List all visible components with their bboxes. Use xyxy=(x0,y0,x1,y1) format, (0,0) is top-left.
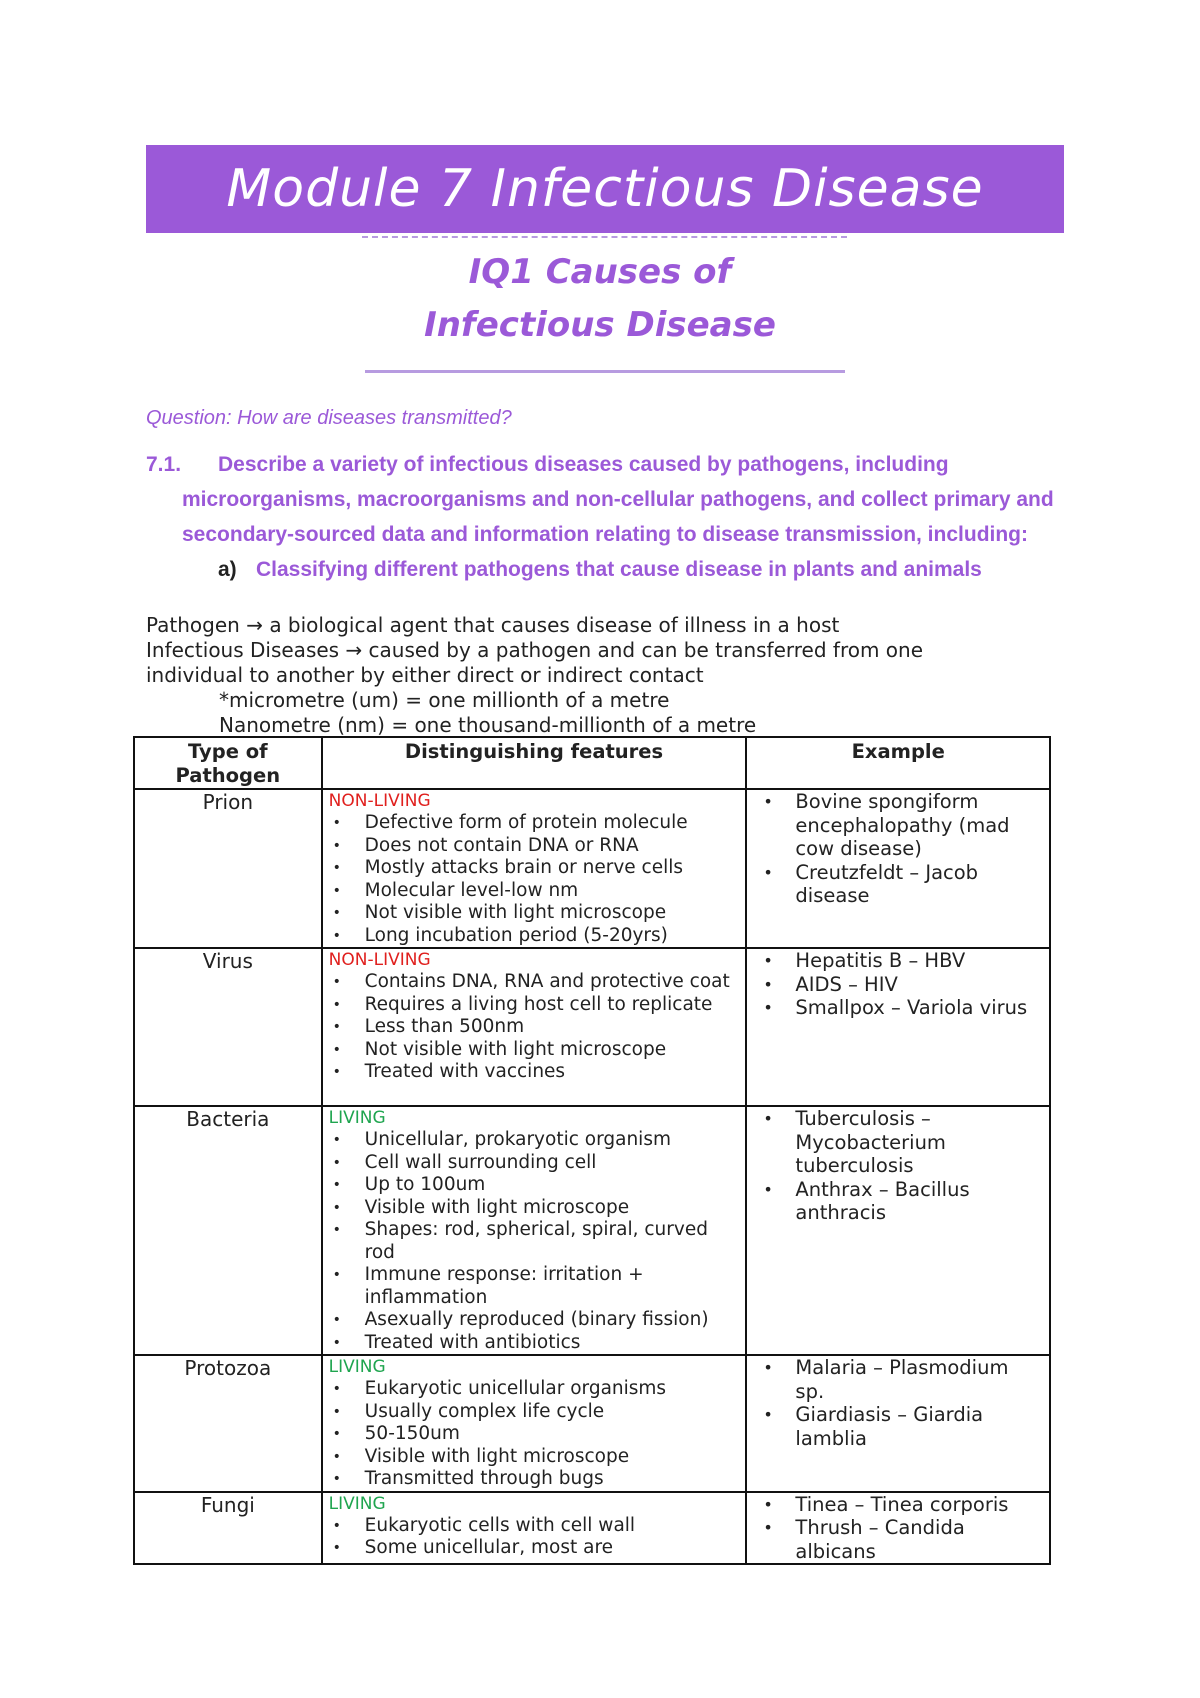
sub-point-letter: a) xyxy=(218,558,237,581)
question-text: Question: How are diseases transmitted? xyxy=(146,407,512,429)
table-row xyxy=(134,1355,1050,1492)
feature-item: • Visible with light microscope xyxy=(329,1446,740,1469)
definition-micrometre: *micrometre (um) = one millionth of a metre xyxy=(219,688,670,712)
feature-item: • Usually complex life cycle xyxy=(329,1401,740,1424)
example-item: • Tinea – Tinea corporis xyxy=(753,1493,1043,1517)
dotpoint-number: 7.1. xyxy=(146,453,182,476)
feature-item: • Immune response: irritation + inflammation xyxy=(329,1264,740,1309)
table-row xyxy=(134,1492,1050,1565)
pathogen-type: Fungi xyxy=(134,1492,322,1565)
dotpoint-line2: microorganisms, macroorganisms and non-cellular pathogens, and collect primary and xyxy=(182,488,1054,511)
feature-item: • Treated with antibiotics xyxy=(329,1332,740,1355)
feature-item: • Not visible with light microscope xyxy=(329,1039,740,1062)
examples-cell xyxy=(746,1106,1050,1355)
feature-item: • Cell wall surrounding cell xyxy=(329,1152,740,1175)
example-item: • Thrush – Candida albicans xyxy=(753,1516,1043,1563)
iq-divider xyxy=(365,370,845,373)
feature-item: • Asexually reproduced (binary fission) xyxy=(329,1309,740,1332)
status-label: NON-LIVING xyxy=(328,791,431,811)
feature-item: • Not visible with light microscope xyxy=(329,902,740,925)
example-item: • AIDS – HIV xyxy=(753,973,1043,997)
example-item: • Creutzfeldt – Jacob disease xyxy=(753,861,1043,908)
feature-item: • 50-150um xyxy=(329,1423,740,1446)
feature-item: • Up to 100um xyxy=(329,1174,740,1197)
header-features: Distinguishing features xyxy=(322,737,747,789)
pathogen-type: Protozoa xyxy=(134,1355,322,1492)
example-item: • Smallpox – Variola virus xyxy=(753,996,1043,1020)
examples-cell xyxy=(746,1355,1050,1492)
features-cell xyxy=(322,948,747,1106)
dotpoint-line3: secondary-sourced data and information relating to disease transmission, including: xyxy=(182,523,1028,546)
table-header-row xyxy=(134,737,1050,789)
table-row xyxy=(134,948,1050,1106)
features-cell xyxy=(322,1492,747,1565)
example-item: • Anthrax – Bacillus anthracis xyxy=(753,1178,1043,1225)
title-divider xyxy=(362,236,847,241)
table-row xyxy=(134,1106,1050,1355)
feature-item: • Eukaryotic unicellular organisms xyxy=(329,1378,740,1401)
feature-item: • Shapes: rod, spherical, spiral, curved rod xyxy=(329,1219,740,1264)
status-label: LIVING xyxy=(328,1108,386,1128)
examples-cell xyxy=(746,948,1050,1106)
definition-infectious-disease: Infectious Diseases → caused by a pathogen and can be transferred from one xyxy=(146,638,924,662)
examples-cell xyxy=(746,789,1050,948)
features-cell xyxy=(322,1355,747,1492)
definition-nanometre: Nanometre (nm) = one thousand-millionth of a metre xyxy=(219,713,757,737)
definition-infectious-disease-cont: individual to another by either direct or indirect contact xyxy=(146,663,704,687)
feature-item: • Does not contain DNA or RNA xyxy=(329,835,740,858)
feature-item: • Unicellular, prokaryotic organism xyxy=(329,1129,740,1152)
iq-heading-line1: IQ1 Causes of xyxy=(468,252,732,292)
example-item: • Tuberculosis – Mycobacterium tuberculosis xyxy=(753,1107,1043,1178)
feature-item: • Some unicellular, most are xyxy=(329,1537,740,1560)
status-label: NON-LIVING xyxy=(328,950,431,970)
example-item: • Bovine spongiform encephalopathy (mad cow disease) xyxy=(753,790,1043,861)
iq-heading-line2: Infectious Disease xyxy=(424,305,776,345)
feature-item: • Transmitted through bugs xyxy=(329,1468,740,1491)
pathogen-type: Prion xyxy=(134,789,322,948)
pathogen-type: Bacteria xyxy=(134,1106,322,1355)
dotpoint-line1: Describe a variety of infectious diseases caused by pathogens, including xyxy=(218,453,949,476)
status-label: LIVING xyxy=(328,1493,386,1514)
table-row xyxy=(134,789,1050,948)
header-example: Example xyxy=(746,737,1050,789)
feature-item: • Long incubation period (5-20yrs) xyxy=(329,925,740,948)
feature-item: • Less than 500nm xyxy=(329,1016,740,1039)
pathogen-type: Virus xyxy=(134,948,322,1106)
feature-item: • Mostly attacks brain or nerve cells xyxy=(329,857,740,880)
status-label: LIVING xyxy=(328,1357,386,1377)
examples-cell xyxy=(746,1492,1050,1565)
example-item: • Giardiasis – Giardia lamblia xyxy=(753,1403,1043,1450)
definition-pathogen: Pathogen → a biological agent that causes disease of illness in a host xyxy=(146,613,840,637)
feature-item: • Visible with light microscope xyxy=(329,1197,740,1220)
module-title: Module 7 Infectious Disease xyxy=(226,159,984,219)
pathogen-table xyxy=(133,736,1051,1565)
feature-item: • Requires a living host cell to replicate xyxy=(329,994,740,1017)
header-type: Type of Pathogen xyxy=(134,737,322,789)
sub-point-text: Classifying different pathogens that cause disease in plants and animals xyxy=(256,558,982,581)
feature-item: • Treated with vaccines xyxy=(329,1061,740,1084)
feature-item: • Eukaryotic cells with cell wall xyxy=(329,1515,740,1538)
features-cell xyxy=(322,789,747,948)
module-title-banner xyxy=(146,145,1064,233)
feature-item: • Contains DNA, RNA and protective coat xyxy=(329,971,740,994)
example-item: • Malaria – Plasmodium sp. xyxy=(753,1356,1043,1403)
example-item: • Hepatitis B – HBV xyxy=(753,949,1043,973)
feature-item: • Molecular level-low nm xyxy=(329,880,740,903)
feature-item: • Defective form of protein molecule xyxy=(329,812,740,835)
features-cell xyxy=(322,1106,747,1355)
